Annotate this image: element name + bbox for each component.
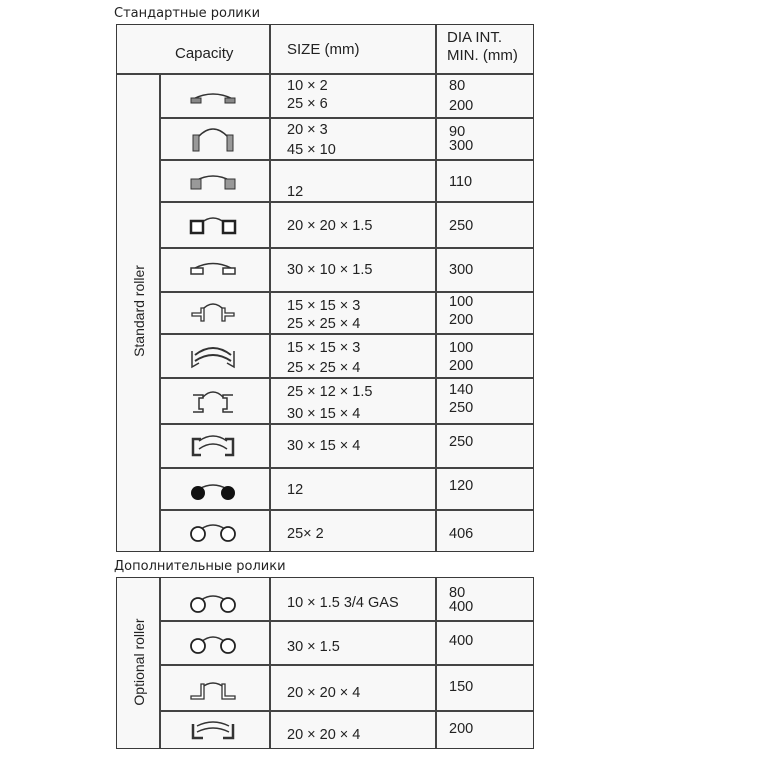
size-value: 25× 2	[287, 526, 324, 542]
dia-value: 300	[449, 138, 474, 154]
dia-value: 100	[449, 340, 474, 356]
dia-value: 400	[449, 599, 474, 615]
dia-value: 80	[449, 585, 466, 601]
angle-in-icon	[189, 718, 237, 744]
size-value: 20 × 20 × 1.5	[287, 218, 373, 234]
size-value: 20 × 3	[287, 122, 328, 138]
dia-value: 90	[449, 124, 466, 140]
size-value: 45 × 10	[287, 142, 336, 158]
dia-value: 250	[449, 400, 474, 416]
header-size: SIZE (mm)	[287, 41, 360, 58]
u-channel-icon	[189, 385, 237, 419]
square-bar-icon	[189, 171, 237, 193]
channel-flanges-in-icon	[189, 431, 237, 461]
optional-rollers-caption: Дополнительные ролики	[114, 559, 286, 574]
header-capacity: Capacity	[175, 45, 234, 62]
size-value: 30 × 1.5	[287, 639, 340, 655]
dia-value: 400	[449, 633, 474, 649]
size-value: 15 × 15 × 3	[287, 340, 361, 356]
round-bar-icon	[189, 479, 237, 503]
standard-rollers-table	[116, 24, 534, 552]
header-dia-line1: DIA INT.	[447, 29, 503, 46]
dia-value: 80	[449, 78, 466, 94]
size-value: 25 × 25 × 4	[287, 316, 361, 332]
optional-rollers-table	[116, 577, 534, 749]
angle-out-icon	[189, 676, 237, 704]
dia-value: 300	[449, 262, 474, 278]
dia-value: 100	[449, 294, 474, 310]
dia-value: 120	[449, 478, 474, 494]
rectangular-tube-icon	[189, 259, 237, 279]
size-value: 10 × 2	[287, 78, 328, 94]
tube-icon	[189, 630, 237, 658]
dia-value: 200	[449, 358, 474, 374]
dia-value: 200	[449, 721, 474, 737]
size-value: 30 × 15 × 4	[287, 406, 361, 422]
round-tube-icon	[189, 519, 237, 545]
size-value: 25 × 12 × 1.5	[287, 384, 373, 400]
flat-bar-on-edge-icon	[189, 123, 237, 155]
size-value: 15 × 15 × 3	[287, 298, 361, 314]
square-tube-icon	[189, 213, 237, 237]
dia-value: 150	[449, 679, 474, 695]
header-dia-line2: MIN. (mm)	[447, 47, 518, 64]
dia-value: 200	[449, 312, 474, 328]
dia-value: 250	[449, 218, 474, 234]
angle-section-icon	[189, 341, 237, 373]
size-value: 25 × 6	[287, 96, 328, 112]
optional-roller-label: Optional roller	[131, 618, 147, 706]
standard-rollers-caption: Стандартные ролики	[114, 6, 261, 21]
flat-bar-icon	[189, 87, 237, 107]
dia-value: 140	[449, 382, 474, 398]
dia-value: 406	[449, 526, 474, 542]
size-value: 12	[287, 184, 304, 200]
tee-section-icon	[189, 297, 237, 329]
size-value: 10 × 1.5 3/4 GAS	[287, 595, 399, 611]
pipe-icon	[189, 590, 237, 616]
size-value: 25 × 25 × 4	[287, 360, 361, 376]
dia-value: 200	[449, 98, 474, 114]
size-value: 20 × 20 × 4	[287, 685, 361, 701]
dia-value: 250	[449, 434, 474, 450]
standard-roller-label: Standard roller	[131, 265, 147, 357]
size-value: 12	[287, 482, 304, 498]
size-value: 20 × 20 × 4	[287, 727, 361, 743]
dia-value: 110	[449, 174, 473, 190]
size-value: 30 × 15 × 4	[287, 438, 361, 454]
size-value: 30 × 10 × 1.5	[287, 262, 373, 278]
